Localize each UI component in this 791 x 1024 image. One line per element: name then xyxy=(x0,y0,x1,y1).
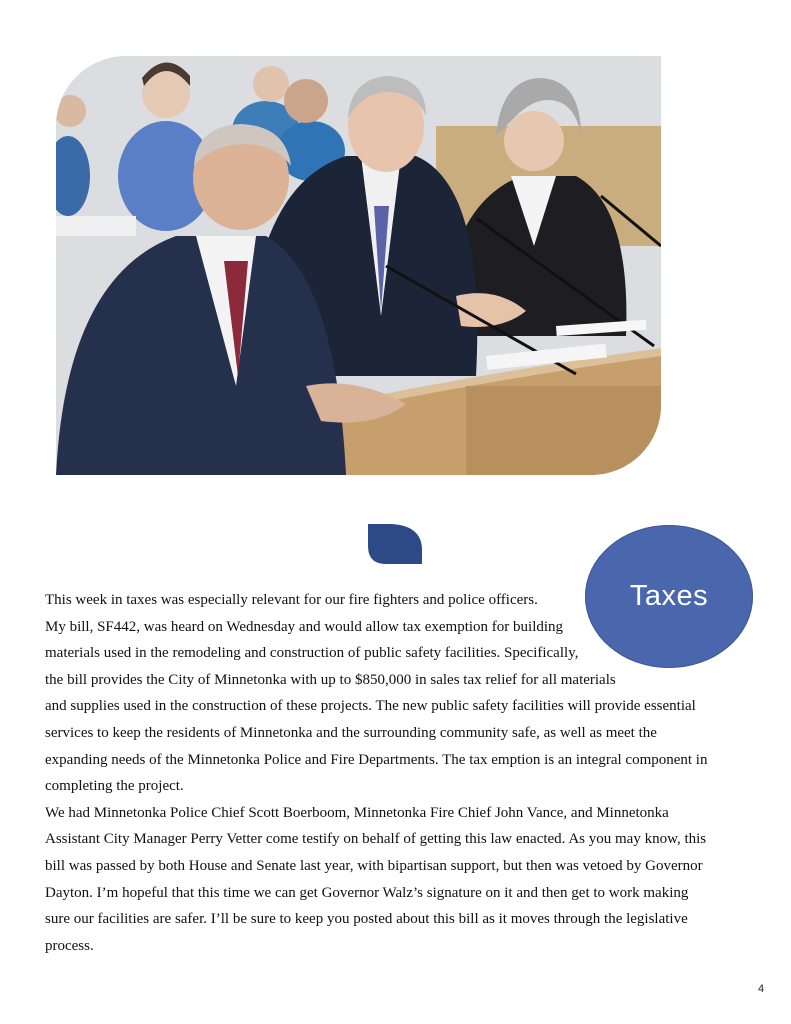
article-line: My bill, SF442, was heard on Wednesday and would allow tax exemption for building xyxy=(45,618,564,635)
article-line: We had Minnetonka Police Chief Scott Boerboom, Minnetonka Fire Chief John Vance, and Minnetonka xyxy=(45,804,669,821)
hearing-photo xyxy=(56,56,661,475)
article-line: Assistant City Manager Perry Vetter come testify on behalf of getting this law enacted. As you may know, this xyxy=(45,831,707,848)
hearing-photo-illustration xyxy=(56,56,661,475)
article-line: completing the project. xyxy=(45,778,184,795)
article-line: Dayton. I’m hopeful that this time we can get Governor Walz’s signature on it and then get to work making xyxy=(45,884,689,901)
article-line: bill was passed by both House and Senate last year, with bipartisan support, but then was vetoed by Governor xyxy=(45,857,703,874)
page-number: 4 xyxy=(758,983,765,995)
article-line: services to keep the residents of Minnetonka and the surrounding community safe, as well as meet the xyxy=(45,724,657,741)
leaf-shape-icon xyxy=(368,524,422,564)
article-body xyxy=(45,587,757,959)
article-line: materials used in the remodeling and construction of public safety facilities. Specifically, xyxy=(45,645,579,662)
article-line: the bill provides the City of Minnetonka with up to $850,000 in sales tax relief for all materials xyxy=(45,671,616,688)
article-line: expanding needs of the Minnetonka Police and Fire Departments. The tax emption is an integral component in xyxy=(45,751,708,768)
article-line: sure our facilities are safer. I’ll be sure to keep you posted about this bill as it moves through the legislative xyxy=(45,911,688,928)
taxes-badge-label: Taxes xyxy=(629,580,709,612)
article-line: This week in taxes was especially relevant for our fire fighters and police officers. xyxy=(45,592,538,608)
article-line: and supplies used in the construction of these projects. The new public safety facilities will provide essential xyxy=(45,698,696,715)
article-line: process. xyxy=(45,937,94,954)
